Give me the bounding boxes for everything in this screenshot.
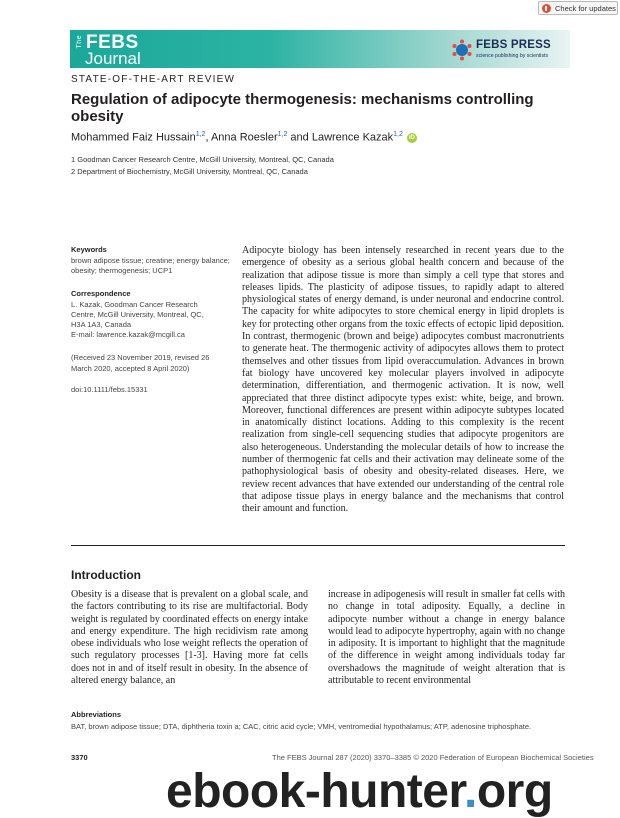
author-list (71, 131, 417, 144)
author-name: Lawrence Kazak (311, 131, 394, 144)
received-dates: (Received 23 November 2019, revised 26 (71, 353, 210, 362)
update-icon (542, 4, 551, 13)
correspondence-heading: Correspondence (71, 289, 131, 298)
publisher-name: FEBS PRESS (476, 39, 551, 51)
febs-press-mark-icon (451, 39, 473, 61)
correspondence-line: L. Kazak, Goodman Cancer Research (71, 300, 198, 309)
page-number: 3370 (71, 753, 88, 762)
author-name: Mohammed Faiz Hussain (71, 131, 196, 144)
abstract-text: Adipocyte biology has been intensely researched in recent years due to the emergence of obesity as a serious global health concern and because of the realization that adipose tissue is more than simply a cell type that stores and releases lipids. The plasticity of adipose tissues, to rapidly adapt to altered physiological states of energy demand, is under neuronal and endocrine control. The capacity for white adipocytes to store chemical energy in lipid droplets is key for protecting other organs from the toxic effects of ectopic lipid deposition. In contrast, thermogenic (brown and beige) adipocytes combust macronutrients to generate heat. The thermogenic activity of adipocytes allows them to protect themselves and other tissues from lipid overaccumulation. Advances in brown fat biology have uncovered key molecular players involved in adipocyte determination, differentiation, and thermogenic activation. It is now, well appreciated that three distinct adipocyte types exist: white, beige, and brown. Moreover, functional differences are present within adipocyte subtypes located in anatomically distinct locations. Adding to this complexity is the recent realization from single-cell sequencing studies that adipocyte progenitors are also heterogeneous. Understanding the molecular details of how to increase the number of thermogenic fat cells and their activation may delineate some of the pathophysiological basis of obesity and obesity-related diseases. Here, we review recent advances that have extended our understanding of the central role that adipose tissue plays in energy balance and the mechanisms that control their amount and function. (242, 245, 564, 515)
orcid-icon[interactable]: iD (408, 134, 415, 141)
publisher-tagline: science publishing by scientists (476, 53, 549, 59)
watermark-dot: . (464, 765, 477, 818)
abbreviations-heading: Abbreviations (71, 710, 122, 719)
introduction-heading: Introduction (71, 568, 141, 582)
logo-the: The (76, 35, 83, 49)
introduction-column-2: increase in adipogenesis will result in smaller fat cells with no change in total adiposity. Equally, a decline in adipocyte number without a change in energy balance would lead to adipocyte hypertrophy, again with no change in adiposity. It is important to highlight that the magnitude of the difference in weight among individuals today far overshadows the magnitude of weight alteration that is attributable to recent environmental (328, 589, 565, 687)
author-separator: , (205, 131, 211, 144)
check-for-updates-label: Check for updates (555, 3, 616, 13)
received-dates: March 2020, accepted 8 April 2020) (71, 364, 190, 373)
keywords-heading: Keywords (71, 245, 107, 254)
author-affiliation: 1,2 (195, 131, 206, 138)
article-title: Regulation of adipocyte thermogenesis: mechanisms controlling obesity (71, 91, 534, 125)
introduction-column-1: Obesity is a disease that is prevalent on a global scale, and the factors contributing to its rise are multifactorial. Body weight is regulated by coordinated effects on energy intake and energy expenditure. The high recidivism rate among obese individuals who lose weight reflects the operation of such regulatory processes [1-3]. Having more fat cells does not in and of itself result in obesity. In the absence of altered energy balance, an (71, 589, 308, 687)
doi-link[interactable]: doi:10.1111/febs.15331 (71, 385, 148, 394)
affiliation-1: 1 Goodman Cancer Research Centre, McGill University, Montreal, QC, Canada (71, 155, 334, 164)
abbreviations-text: BAT, brown adipose tissue; DTA, diphtheria toxin a; CAC, citric acid cycle; VMH, ventromedial hypothalamus; ATP, adenosine triphosphate. (71, 722, 532, 731)
affiliation-2: 2 Department of Biochemistry, McGill University, Montreal, QC, Canada (71, 167, 308, 176)
correspondence-line: Centre, McGill University, Montreal, QC, (71, 310, 204, 319)
author-affiliation: 1,2 (277, 131, 288, 138)
correspondence-line: H3A 1A3, Canada (71, 320, 132, 329)
watermark-part: org (476, 765, 553, 818)
author-name: Anna Roesler (210, 131, 278, 144)
logo-journal: Journal (85, 49, 141, 68)
febs-press-logo (451, 37, 569, 63)
keywords-text: brown adipose tissue; creatine; energy balance; obesity; thermogenesis; UCP1 (71, 256, 230, 276)
check-for-updates-button[interactable] (538, 1, 618, 15)
watermark-part: ebook-hunter (166, 765, 465, 818)
author-affiliation: 1,2 (393, 131, 403, 138)
watermark (166, 765, 553, 818)
section-divider (71, 545, 565, 546)
footer-citation: The FEBS Journal 287 (2020) 3370–3385 © 2020 Federation of European Biochemical Societies (272, 753, 594, 762)
author-separator: and (287, 131, 312, 144)
correspondence-email[interactable]: E-mail: lawrence.kazak@mcgill.ca (71, 330, 185, 339)
logo-febs: FEBS (86, 32, 139, 53)
article-type: STATE-OF-THE-ART REVIEW (71, 74, 236, 85)
